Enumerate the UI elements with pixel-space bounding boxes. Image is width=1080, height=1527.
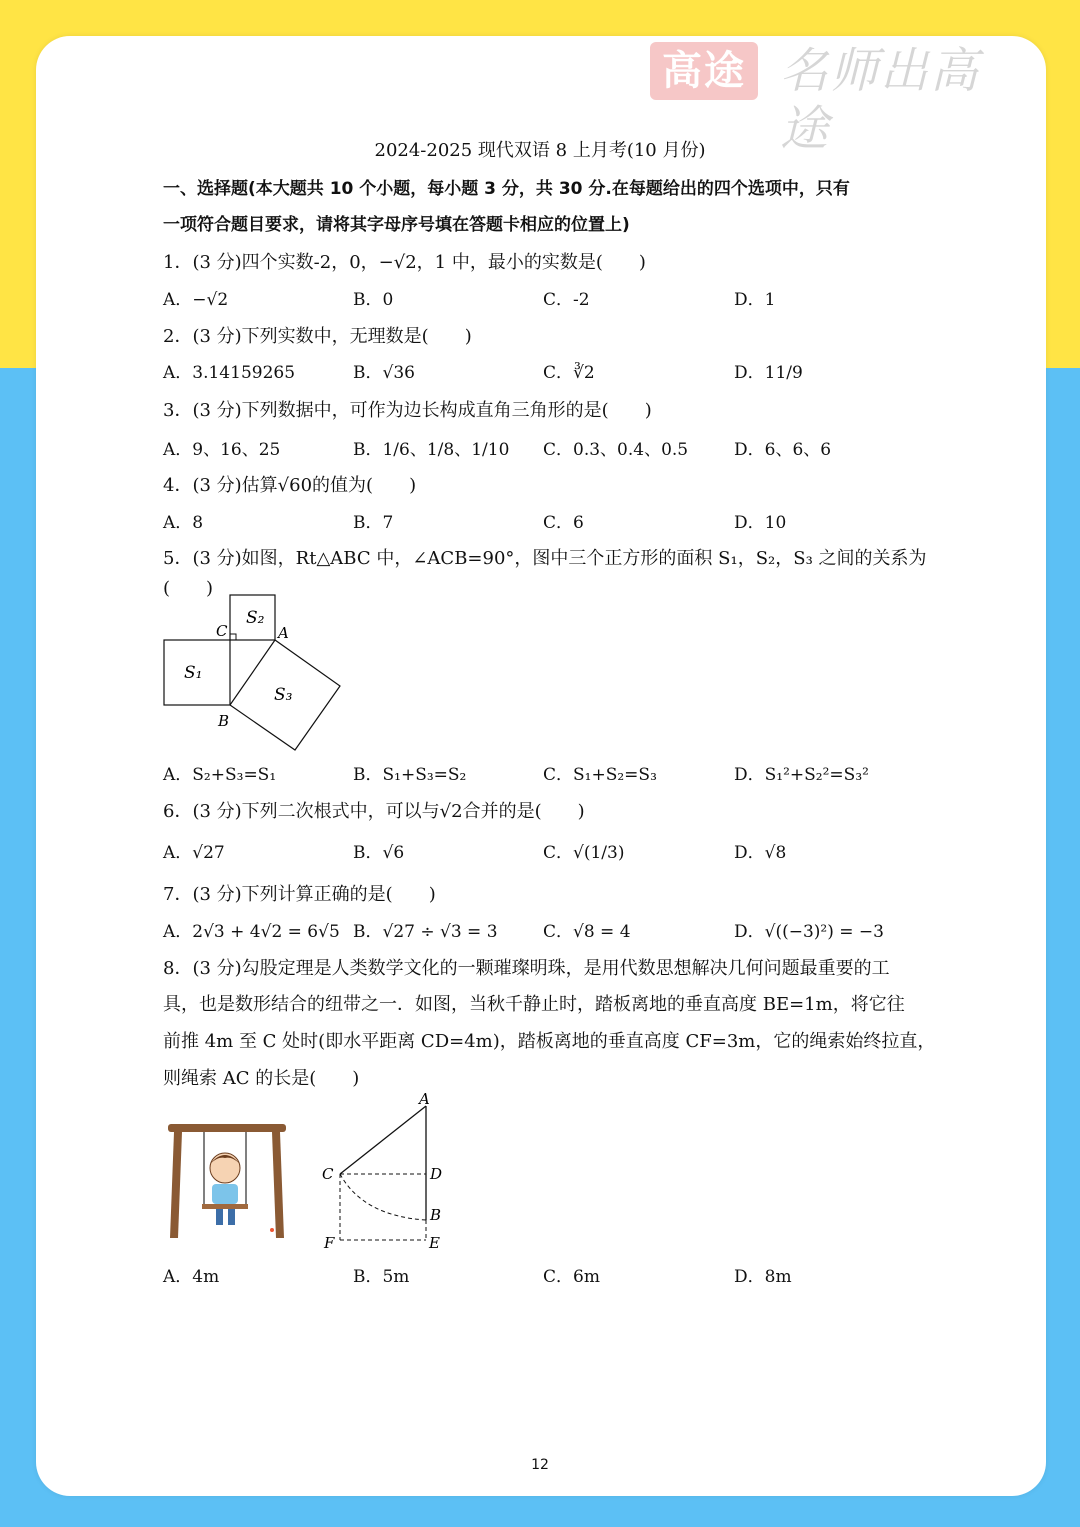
label-b: B [430, 1206, 442, 1224]
question-4-stem: 4．(3 分)估算√60的值为( ) [163, 475, 417, 496]
line-ac [340, 1106, 426, 1174]
arc-cb [340, 1174, 426, 1220]
question-8-stem-cont-3: 则绳索 AC 的长是( ) [163, 1068, 360, 1089]
brand-box: 高途 [650, 42, 758, 100]
question-8-stem-cont-2: 前推 4m 至 C 处时(即水平距离 CD=4m)，踏板离地的垂直高度 CF=3m，它的绳索始终拉直， [163, 1031, 936, 1052]
brand-logo [650, 42, 990, 157]
section-heading-line1: 一、选择题(本大题共 10 个小题，每小题 3 分，共 30 分.在每题给出的四个选项中，只有 [163, 179, 850, 199]
q4-option-a: A．8 [163, 513, 204, 533]
q3-option-c: C．0.3、0.4、0.5 [543, 440, 689, 460]
q2-option-b: B．√36 [353, 363, 415, 383]
label-b: B [218, 712, 230, 730]
question-3-stem: 3．(3 分)下列数据中，可作为边长构成直角三角形的是( ) [163, 400, 652, 421]
label-c: C [216, 622, 228, 640]
label-s2: S₂ [246, 608, 265, 628]
q7-option-d: D．√((−3)²) = −3 [734, 922, 884, 942]
q6-option-c: C．√(1/3) [543, 843, 625, 863]
q2-option-d: D．11/9 [734, 363, 803, 383]
q5-option-a: A．S₂+S₃=S₁ [163, 765, 277, 785]
q8-option-b: B．5m [353, 1267, 410, 1287]
question-8-stem-cont-1: 具，也是数形结合的纽带之一．如图，当秋千静止时，踏板离地的垂直高度 BE=1m，将它往 [163, 994, 905, 1015]
label-s1: S₁ [184, 663, 203, 683]
question-1-stem: 1．(3 分)四个实数-2，0，−√2，1 中，最小的实数是( ) [163, 252, 646, 273]
question-7-stem: 7．(3 分)下列计算正确的是( ) [163, 884, 436, 905]
label-e: E [429, 1234, 440, 1252]
page-number: 12 [531, 1457, 549, 1473]
question-2-stem: 2．(3 分)下列实数中，无理数是( ) [163, 326, 472, 347]
q8-option-d: D．8m [734, 1267, 792, 1287]
figure-squares [160, 590, 350, 755]
brand-slogan: 名师出高途 [780, 43, 981, 157]
q6-option-d: D．√8 [734, 843, 787, 863]
q3-option-a: A．9、16、25 [163, 440, 281, 460]
q5-option-b: B．S₁+S₃=S₂ [353, 765, 467, 785]
label-a: A [419, 1090, 430, 1108]
label-c: C [322, 1165, 334, 1183]
q6-option-b: B．√6 [353, 843, 405, 863]
q7-option-c: C．√8 = 4 [543, 922, 631, 942]
question-6-stem: 6．(3 分)下列二次根式中，可以与√2合并的是( ) [163, 801, 585, 822]
q6-option-a: A．√27 [163, 843, 225, 863]
q5-option-c: C．S₁+S₂=S₃ [543, 765, 657, 785]
q3-option-d: D．6、6、6 [734, 440, 832, 460]
q4-option-d: D．10 [734, 513, 787, 533]
right-angle-mark [230, 634, 236, 640]
question-5-stem: 5．(3 分)如图，Rt△ABC 中，∠ACB=90°，图中三个正方形的面积 S₁，S₂，S₃ 之间的关系为 [163, 548, 927, 569]
q4-option-b: B．7 [353, 513, 394, 533]
q4-option-c: C．6 [543, 513, 584, 533]
question-5-stem-cont: ( ) [163, 578, 214, 599]
q7-option-b: B．√27 ÷ √3 = 3 [353, 922, 498, 942]
swing-geometry-figure [318, 1088, 448, 1254]
q1-option-d: D．1 [734, 290, 776, 310]
section-heading-line2: 一项符合题目要求，请将其字母序号填在答题卡相应的位置上) [163, 215, 630, 235]
q1-option-a: A．−√2 [163, 290, 229, 310]
q2-option-c: C．∛2 [543, 363, 595, 383]
swing-illustration [162, 1118, 292, 1243]
question-8-stem: 8．(3 分)勾股定理是人类数学文化的一颗璀璨明珠，是用代数思想解决几何问题最重要的工 [163, 958, 890, 979]
q1-option-b: B．0 [353, 290, 394, 310]
q8-option-a: A．4m [163, 1267, 220, 1287]
q8-option-c: C．6m [543, 1267, 600, 1287]
q1-option-c: C．-2 [543, 290, 590, 310]
label-s3: S₃ [274, 685, 293, 705]
q3-option-b: B．1/6、1/8、1/10 [353, 440, 510, 460]
q2-option-a: A．3.14159265 [163, 363, 296, 383]
q7-option-a: A．2√3 + 4√2 = 6√5 [163, 922, 340, 942]
label-a: A [278, 624, 289, 642]
label-f: F [324, 1234, 335, 1252]
q5-option-d: D．S₁²+S₂²=S₃² [734, 765, 869, 785]
exam-title: 2024-2025 现代双语 8 上月考(10 月份) [374, 140, 706, 161]
label-d: D [430, 1165, 443, 1183]
